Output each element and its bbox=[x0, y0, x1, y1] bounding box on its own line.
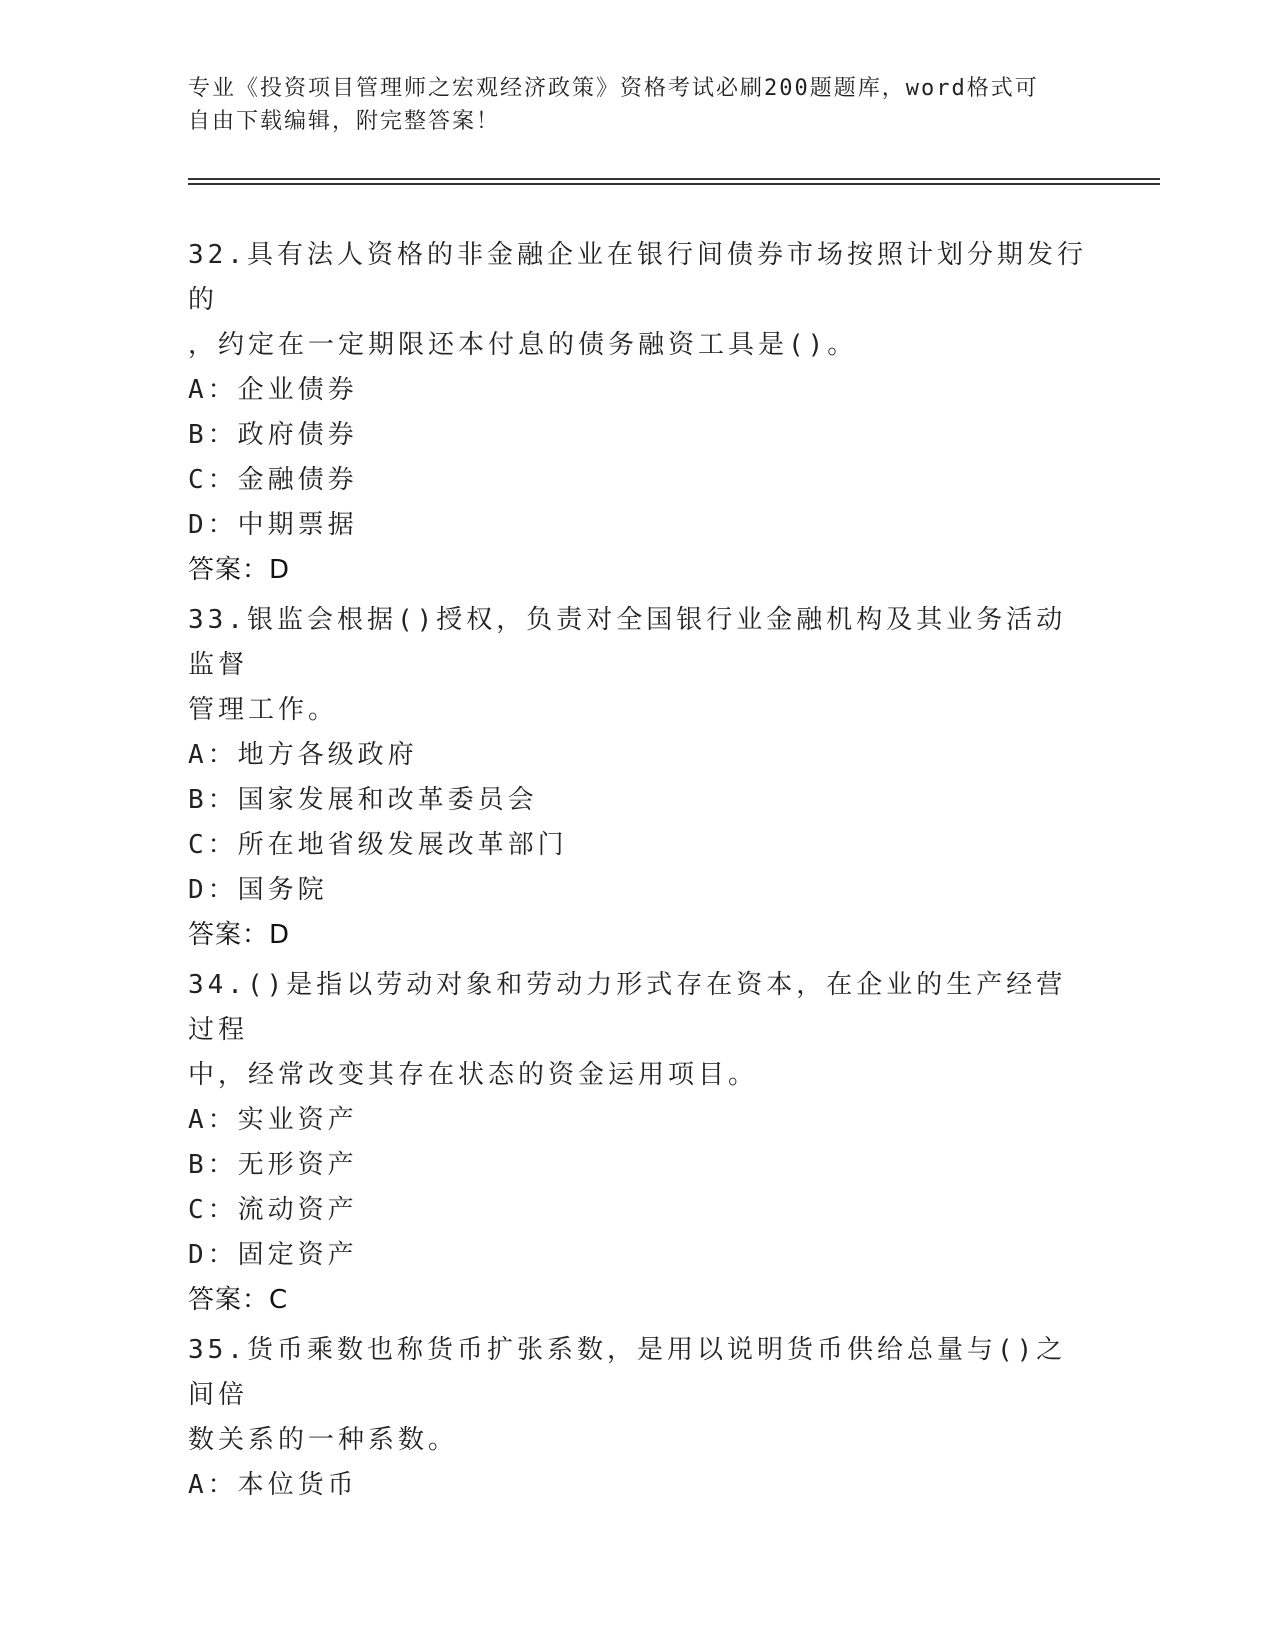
option-a: A：实业资产 bbox=[188, 1105, 358, 1135]
option-c: C：流动资产 bbox=[188, 1195, 358, 1225]
header-line-2: 自由下载编辑，附完整答案！ bbox=[188, 109, 501, 134]
header-divider-bottom bbox=[188, 183, 1160, 185]
answer-line: 答案：D bbox=[188, 920, 291, 950]
header-divider-top bbox=[188, 178, 1160, 180]
option-d: D：中期票据 bbox=[188, 510, 358, 540]
option-a: A：企业债券 bbox=[188, 375, 358, 405]
document-header bbox=[188, 72, 1068, 138]
question-33 bbox=[188, 598, 1088, 958]
question-stem-line-1: 34.()是指以劳动对象和劳动力形式存在资本，在企业的生产经营过程 bbox=[188, 970, 1067, 1045]
option-d: D：固定资产 bbox=[188, 1240, 358, 1270]
header-line-1: 专业《投资项目管理师之宏观经济政策》资格考试必刷200题题库，word格式可 bbox=[188, 76, 1039, 101]
question-stem-line-1: 33.银监会根据()授权，负责对全国银行业金融机构及其业务活动监督 bbox=[188, 605, 1067, 680]
option-a: A：本位货币 bbox=[188, 1470, 358, 1500]
question-32 bbox=[188, 233, 1088, 593]
question-34 bbox=[188, 963, 1088, 1323]
option-b: B：无形资产 bbox=[188, 1150, 358, 1180]
question-stem-line-2: 中，经常改变其存在状态的资金运用项目。 bbox=[188, 1060, 759, 1090]
answer-line: 答案：D bbox=[188, 555, 291, 585]
option-d: D：国务院 bbox=[188, 875, 328, 905]
question-stem-line-1: 32.具有法人资格的非金融企业在银行间债券市场按照计划分期发行的 bbox=[188, 240, 1087, 315]
option-c: C：金融债券 bbox=[188, 465, 358, 495]
question-stem-line-2: 管理工作。 bbox=[188, 695, 339, 725]
option-a: A：地方各级政府 bbox=[188, 740, 418, 770]
answer-line: 答案：C bbox=[188, 1285, 289, 1315]
question-stem-line-2: ，约定在一定期限还本付息的债务融资工具是()。 bbox=[188, 330, 858, 360]
option-b: B：国家发展和改革委员会 bbox=[188, 785, 538, 815]
question-35 bbox=[188, 1328, 1088, 1508]
question-stem-line-2: 数关系的一种系数。 bbox=[188, 1425, 459, 1455]
option-b: B：政府债券 bbox=[188, 420, 358, 450]
question-stem-line-1: 35.货币乘数也称货币扩张系数，是用以说明货币供给总量与()之间倍 bbox=[188, 1335, 1067, 1410]
option-c: C：所在地省级发展改革部门 bbox=[188, 830, 568, 860]
